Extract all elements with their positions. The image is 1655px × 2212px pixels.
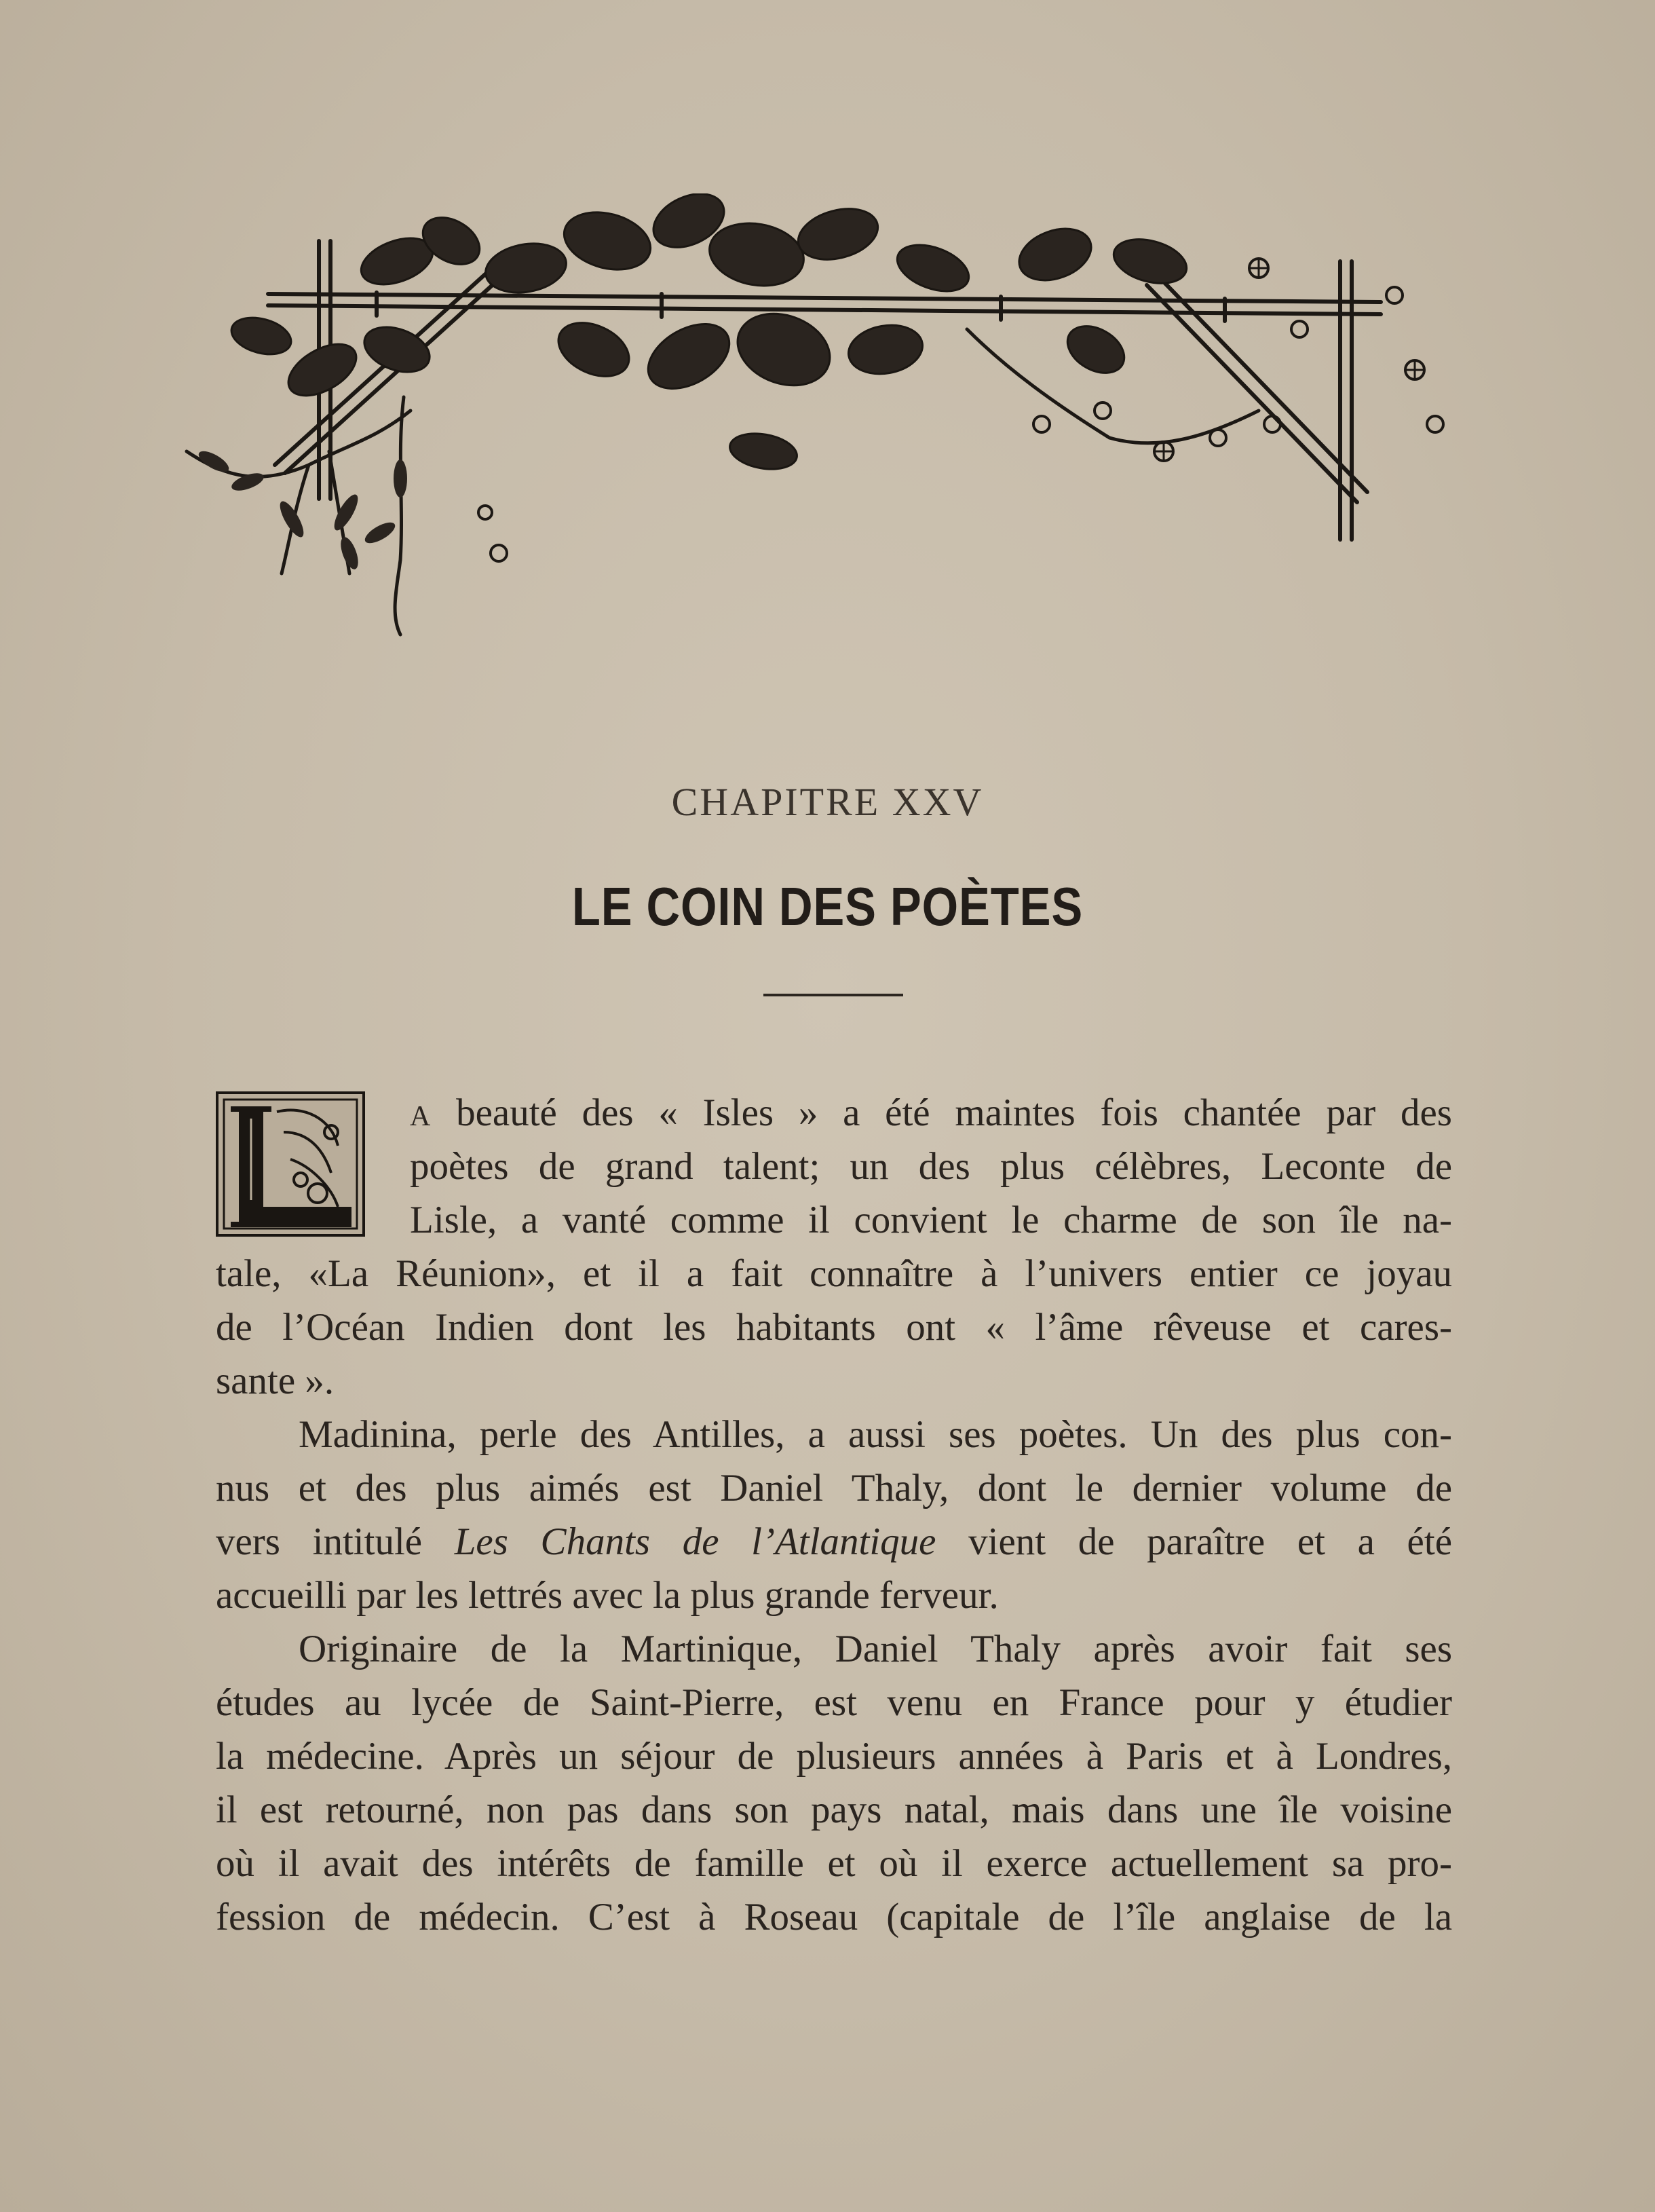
body-text xyxy=(216,1086,1452,1944)
text-line: accueilli par les lettrés avec la plus grande ferveur. xyxy=(216,1574,999,1617)
text-line: Originaire de la Martinique, Daniel Thaly après avoir fait ses xyxy=(299,1628,1452,1670)
chapter-label: CHAPITRE XXV xyxy=(671,780,984,824)
chapter-title: LE COIN DES POÈTES xyxy=(571,876,1084,937)
text-fragment: vers intitulé xyxy=(216,1520,423,1563)
text-line: sante ». xyxy=(216,1360,335,1402)
text-line: Lisle, a vanté comme il convient le charme de son île na- xyxy=(410,1199,1452,1241)
text-fragment: vient de paraître et a été xyxy=(968,1520,1452,1563)
dropcap-continuation: A xyxy=(410,1101,432,1132)
text-line: nus et des plus aimés est Daniel Thaly, dont le dernier volume de xyxy=(216,1467,1452,1510)
floral-trellis-icon xyxy=(173,193,1483,655)
text-line: poètes de grand talent; un des plus célèbres, Leconte de xyxy=(410,1145,1452,1188)
text-line xyxy=(216,1086,1452,1140)
title-divider xyxy=(763,994,903,996)
text-line: où il avait des intérêts de famille et où il exerce actuellement sa pro- xyxy=(216,1842,1452,1885)
text-line: il est retourné, non pas dans son pays natal, mais dans une île voisine xyxy=(216,1788,1452,1831)
text-line: tale, «La Réunion», et il a fait connaître à l’univers entier ce joyau xyxy=(216,1252,1452,1295)
text-line: Madinina, perle des Antilles, a aussi ses poètes. Un des plus con- xyxy=(299,1413,1452,1456)
text-line: de l’Océan Indien dont les habitants ont « l’âme rêveuse et cares- xyxy=(216,1306,1452,1349)
text-line xyxy=(216,1515,1452,1569)
text-line: la médecine. Après un séjour de plusieurs années à Paris et à Londres, xyxy=(216,1735,1452,1778)
text-line: études au lycée de Saint-Pierre, est venu en France pour y étudier xyxy=(216,1681,1452,1724)
text-line-content: beauté des « Isles » a été maintes fois chantée par des xyxy=(456,1091,1452,1134)
book-title: Les Chants de l’Atlantique xyxy=(454,1520,936,1563)
text-line: fession de médecin. C’est à Roseau (capitale de l’île anglaise de la xyxy=(216,1896,1452,1938)
